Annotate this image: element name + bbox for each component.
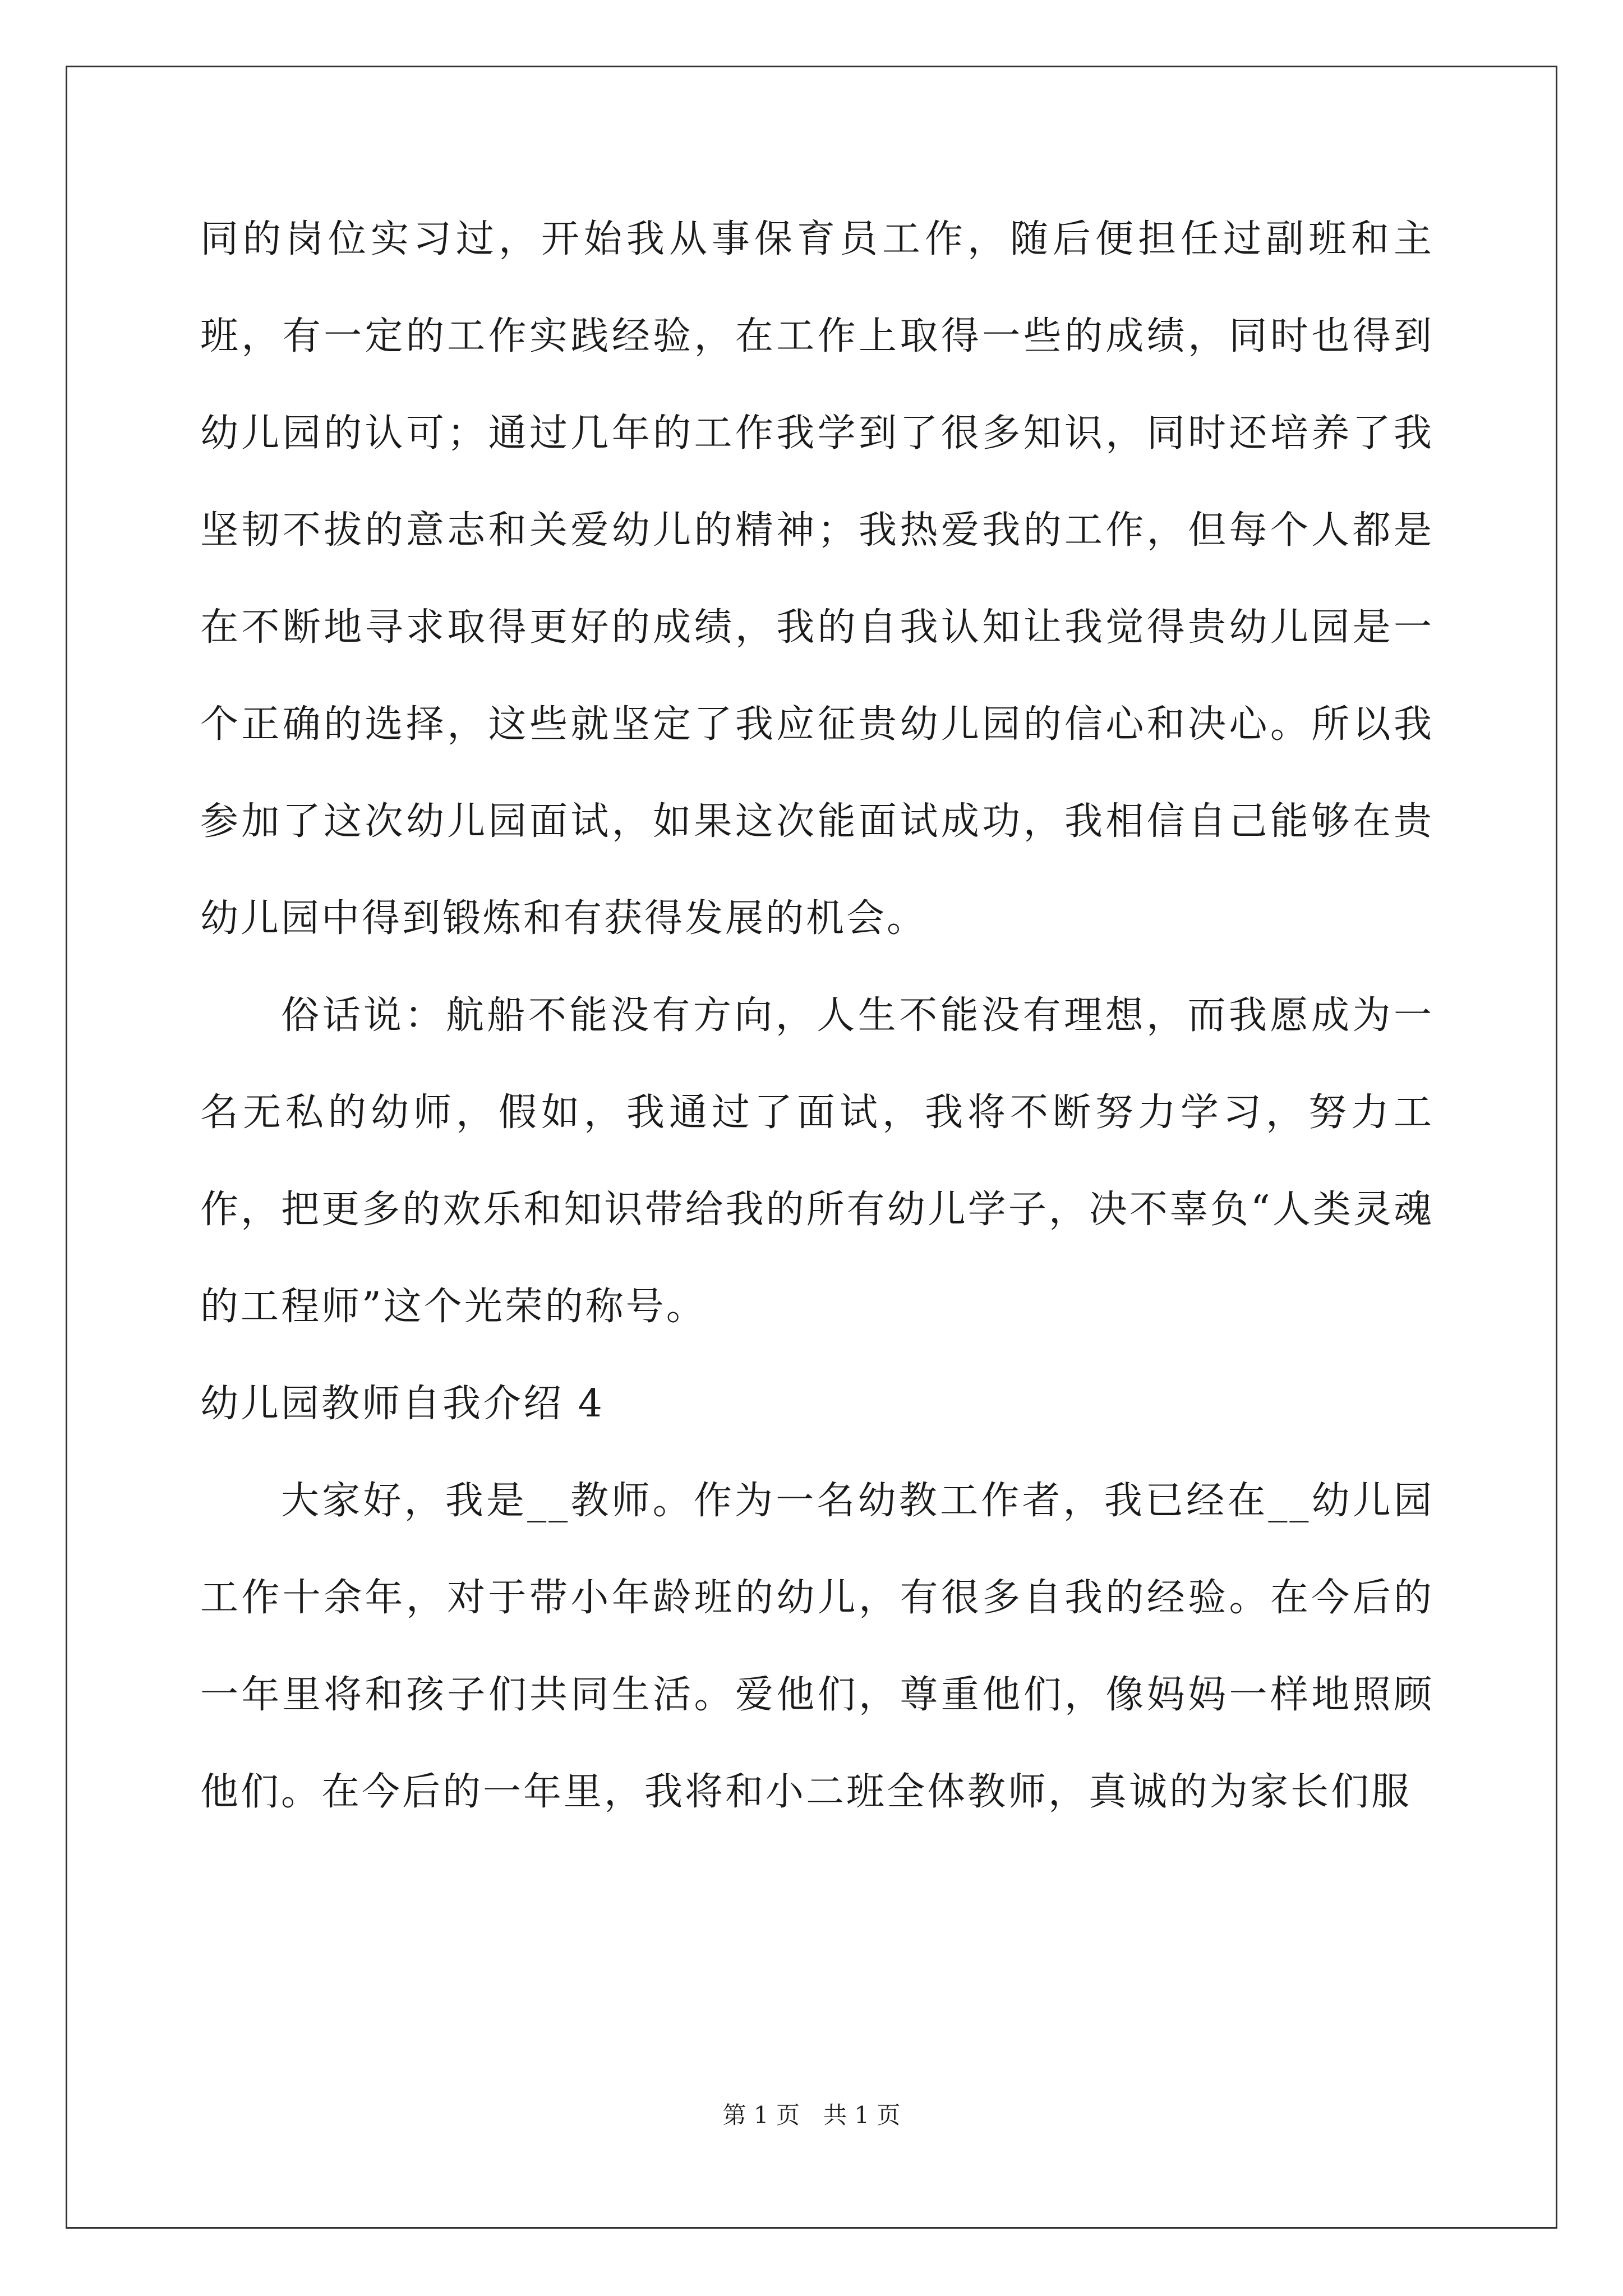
paragraph-introduction: 大家好，我是__教师。作为一名幼教工作者，我已经在__幼儿园工作十余年，对于带小年龄班的幼儿，有很多自我的经验。在今后的一年里将和孩子们共同生活。爱他们，尊重他们，像妈妈一样地照顾他们。在今后的一年里，我将和小二班全体教师，真诚的为家长们服 [200,1479,1434,1814]
page-total: 共 1 页 [823,2101,901,2129]
page-number: 第 1 页 [722,2101,800,2129]
section-heading: 幼儿园教师自我介绍 4 [200,1382,605,1426]
document-body [200,191,1434,1841]
paragraph-motto: 俗话说：航船不能没有方向，人生不能没有理想，而我愿成为一名无私的幼师，假如，我通过了面试，我将不断努力学习，努力工作，把更多的欢乐和知识带给我的所有幼儿学子，决不辜负“人类灵魂的工程师”这个光荣的称号。 [200,993,1434,1329]
paragraph-continuation: 同的岗位实习过，开始我从事保育员工作，随后便担任过副班和主班，有一定的工作实践经验，在工作上取得一些的成绩，同时也得到幼儿园的认可；通过几年的工作我学到了很多知识，同时还培养了我坚韧不拔的意志和关爱幼儿的精神；我热爱我的工作，但每个人都是在不断地寻求取得更好的成绩，我的自我认知让我觉得贵幼儿园是一个正确的选择，这些就坚定了我应征贵幼儿园的信心和决心。所以我参加了这次幼儿园面试，如果这次能面试成功，我相信自己能够在贵幼儿园中得到锻炼和有获得发展的机会。 [200,217,1434,941]
page-footer [0,2097,1623,2131]
